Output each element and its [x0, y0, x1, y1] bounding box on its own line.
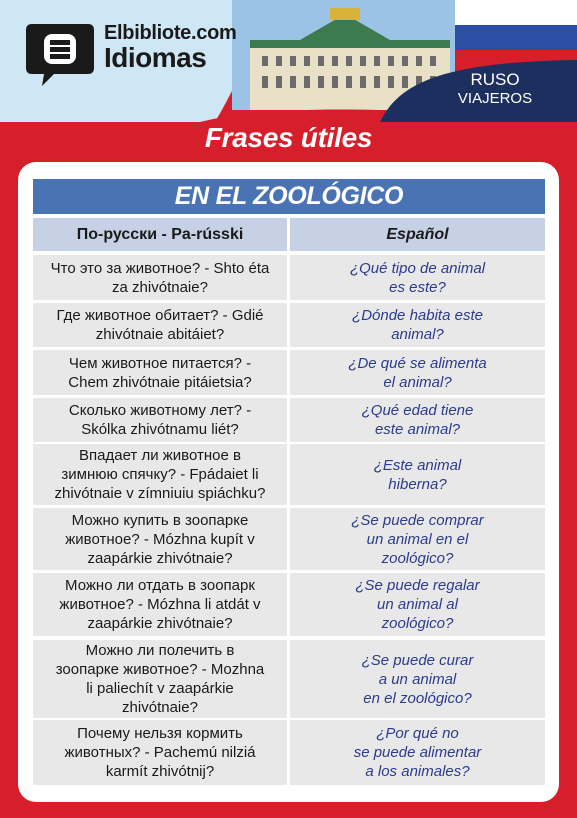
spanish-phrase: ¿Este animal hiberna?: [373, 456, 462, 493]
row-cell-spanish: [290, 398, 545, 442]
row-cell-spanish: [290, 720, 545, 785]
spanish-phrase: ¿Dónde habita este animal?: [352, 307, 483, 343]
section-heading: EN EL ZOOLÓGICO: [33, 179, 545, 214]
page-title: Frases útiles: [204, 122, 373, 153]
russian-phrase: Почему нельзя кормить животных? - Pachemú nilziá karmít zhivótnij?: [64, 725, 256, 780]
row-cell-spanish: [290, 640, 545, 718]
language-tag: [440, 70, 550, 108]
russian-phrase: Чем животное питается? - Chem zhivótnaie pitáietsia?: [68, 354, 252, 391]
russian-phrase: Что это за животное? - Shto éta za zhivótnaie?: [50, 259, 270, 296]
russian-phrase: Где животное обитает? - Gdié zhivótnaie abitáiet?: [56, 307, 264, 343]
spanish-phrase: ¿De qué se alimenta el animal?: [348, 354, 487, 391]
row-cell-russian: [33, 508, 287, 570]
row-cell-russian: [33, 398, 287, 442]
row-cell-spanish: [290, 444, 545, 505]
row-cell-russian: [33, 350, 287, 395]
spanish-phrase: ¿Por qué no se puede alimentar a los animales?: [353, 725, 482, 780]
russian-phrase: Можно ли полечить в зоопарке животное? - Mozhna li paliechít v zaapárkie zhivótnaie?: [55, 642, 265, 716]
russian-phrase: Сколько животному лет? - Skólka zhivótnamu liét?: [68, 402, 252, 438]
brand-site: Elbibliote.com: [104, 22, 237, 44]
brand: [104, 22, 236, 72]
row-cell-russian: [33, 303, 287, 347]
row-cell-spanish: [290, 303, 545, 347]
header: [0, 0, 577, 122]
spanish-phrase: ¿Se puede curar a un animal en el zoológico?: [361, 651, 474, 707]
tag-audience: VIAJEROS: [457, 90, 533, 107]
russian-phrase: Впадает ли животное в зимнюю спячку? - Fpádaiet li zhivótnaie v zímniuiu spiáchku?: [54, 447, 266, 502]
russian-phrase: Можно ли отдать в зоопарк животное? - Mózhna li atdát v zaapárkie zhivótnaie?: [59, 577, 261, 632]
row-cell-spanish: [290, 573, 545, 636]
spanish-phrase: ¿Se puede regalar un animal al zoológico?: [355, 577, 480, 632]
spanish-phrase: ¿Se puede comprar un animal en el zoológico?: [351, 511, 484, 567]
brand-name: Idiomas: [104, 42, 207, 73]
row-cell-spanish: [290, 508, 545, 570]
row-cell-spanish: [290, 255, 545, 300]
row-cell-russian: [33, 573, 287, 636]
spanish-phrase: ¿Qué tipo de animal es este?: [349, 259, 486, 296]
russian-phrase: Можно купить в зоопарке животное? - Mózhna kupít v zaapárkie zhivótnaie?: [65, 511, 255, 567]
column-header-russian: По-русски - Pa-rússki: [33, 218, 287, 251]
row-cell-russian: [33, 255, 287, 300]
row-cell-russian: [33, 720, 287, 785]
row-cell-russian: [33, 444, 287, 505]
tag-language: RUSO: [470, 70, 520, 89]
logo-icon: [24, 20, 96, 90]
row-cell-spanish: [290, 350, 545, 395]
row-cell-russian: [33, 640, 287, 718]
column-header-spanish: Español: [290, 218, 545, 251]
spanish-phrase: ¿Qué edad tiene este animal?: [361, 402, 474, 438]
